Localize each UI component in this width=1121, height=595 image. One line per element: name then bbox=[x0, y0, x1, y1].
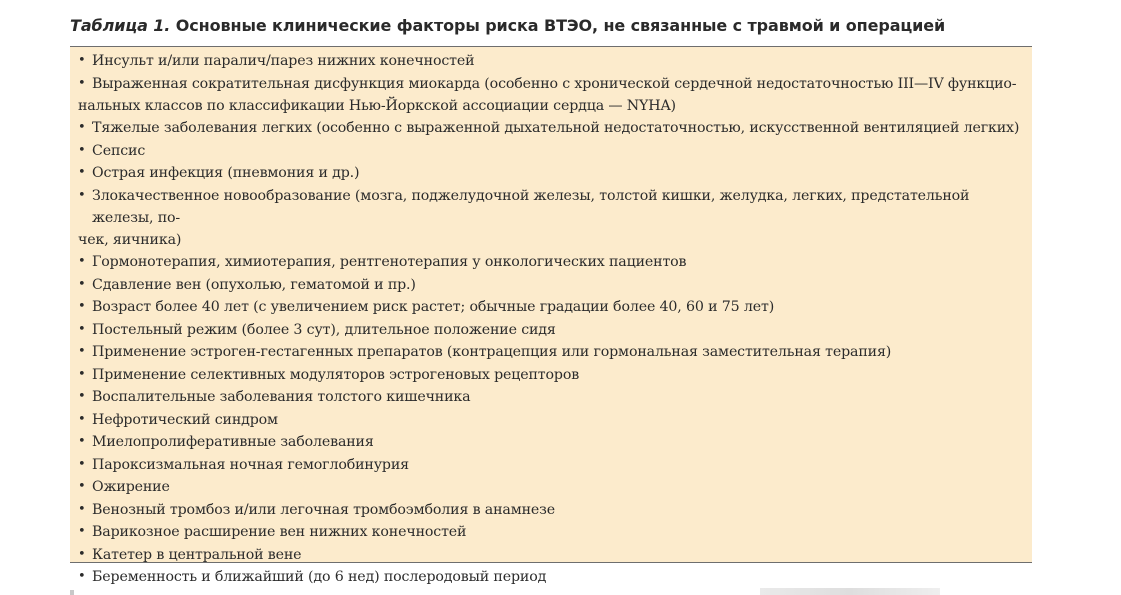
bullet-icon: • bbox=[78, 434, 86, 449]
bullet-icon: • bbox=[78, 546, 86, 562]
risk-factor-text: Воспалительные заболевания толстого кишечника bbox=[92, 389, 471, 405]
bullet-icon: • bbox=[78, 276, 86, 292]
bullet-icon: • bbox=[78, 456, 86, 472]
risk-factor-text: Выраженная сократительная дисфункция миокарда (особенно с хронической сердечной недостаточностью III—IV функцио- bbox=[92, 75, 1017, 92]
risk-factor-text: Применение селективных модуляторов эстрогеновых рецепторов bbox=[92, 366, 580, 383]
risk-factor-item bbox=[78, 319, 1024, 342]
risk-factor-item bbox=[78, 476, 1024, 499]
bullet-icon: • bbox=[78, 524, 86, 539]
bullet-icon: • bbox=[78, 53, 86, 68]
risk-factor-item bbox=[78, 251, 1024, 274]
risk-factors-table bbox=[70, 46, 1032, 585]
risk-factor-item bbox=[78, 185, 1024, 252]
risk-factor-text: Миелопролиферативные заболевания bbox=[92, 434, 374, 450]
risk-factor-item bbox=[78, 499, 1024, 522]
risk-factor-item bbox=[78, 544, 1024, 567]
bullet-icon: • bbox=[78, 75, 86, 91]
risk-factor-item bbox=[78, 566, 1024, 589]
risk-factor-text: Злокачественное новообразование (мозга, поджелудочной железы, толстой кишки, желудка, легких, предстательной железы, по- bbox=[92, 187, 970, 226]
risk-factor-item bbox=[78, 117, 1024, 140]
table-number-label: Таблица 1. bbox=[70, 16, 171, 35]
risk-factor-text: Острая инфекция (пневмония и др.) bbox=[92, 165, 360, 181]
risk-factor-text: Пароксизмальная ночная гемоглобинурия bbox=[92, 456, 409, 473]
bullet-icon: • bbox=[78, 321, 86, 337]
risk-factor-item bbox=[78, 521, 1024, 544]
risk-factor-item bbox=[78, 73, 1024, 118]
risk-factor-item bbox=[78, 409, 1024, 432]
bullet-icon: • bbox=[78, 344, 86, 359]
risk-factor-text: Беременность и ближайший (до 6 нед) послеродовый период bbox=[92, 569, 547, 585]
bullet-icon: • bbox=[78, 366, 86, 382]
risk-factor-text: Гормонотерапия, химиотерапия, рентгенотерапия у онкологических пациентов bbox=[92, 254, 687, 270]
risk-factor-text: Сепсис bbox=[92, 142, 146, 159]
risk-factor-text-continuation: чек, яичника) bbox=[78, 231, 182, 248]
bullet-icon: • bbox=[78, 501, 86, 517]
bullet-icon: • bbox=[78, 165, 86, 180]
risk-factor-text: Постельный режим (более 3 сут), длительное положение сидя bbox=[92, 321, 556, 338]
risk-factor-item bbox=[78, 140, 1024, 163]
bullet-icon: • bbox=[78, 479, 86, 494]
risk-factor-item bbox=[78, 364, 1024, 387]
bullet-icon: • bbox=[78, 120, 86, 135]
bullet-icon: • bbox=[78, 142, 86, 158]
bullet-icon: • bbox=[78, 389, 86, 404]
risk-factor-item bbox=[78, 431, 1024, 454]
table-title-text: Основные клинические факторы риска ВТЭО, не связанные с травмой и операцией bbox=[170, 16, 946, 35]
risk-factors-list bbox=[78, 50, 1024, 589]
risk-factor-item bbox=[78, 386, 1024, 409]
risk-factor-text: Венозный тромбоз и/или легочная тромбоэмболия в анамнезе bbox=[92, 501, 555, 518]
risk-factor-text-continuation: нальных классов по классификации Нью-Йоркской ассоциации сердца — NYHA) bbox=[78, 97, 676, 114]
bullet-icon: • bbox=[78, 187, 86, 203]
risk-factor-item bbox=[78, 341, 1024, 364]
risk-factor-text: Сдавление вен (опухолью, гематомой и пр.) bbox=[92, 276, 416, 293]
risk-factor-text: Применение эстроген-гестагенных препаратов (контрацепция или гормональная заместительная терапия) bbox=[92, 344, 892, 360]
risk-factor-text: Возраст более 40 лет (с увеличением риск растет; обычные градации более 40, 60 и 75 лет) bbox=[92, 299, 775, 315]
risk-factor-item bbox=[78, 296, 1024, 319]
risk-factor-item bbox=[78, 50, 1024, 73]
bullet-icon: • bbox=[78, 411, 86, 427]
risk-factor-text: Варикозное расширение вен нижних конечностей bbox=[92, 524, 467, 540]
page-edge-artifact bbox=[70, 590, 74, 595]
bullet-icon: • bbox=[78, 299, 86, 314]
risk-factor-text: Инсульт и/или паралич/парез нижних конечностей bbox=[92, 53, 475, 69]
risk-factor-item bbox=[78, 274, 1024, 297]
bullet-icon: • bbox=[78, 254, 86, 269]
page-footer-artifact bbox=[760, 588, 940, 595]
risk-factor-text: Ожирение bbox=[92, 479, 170, 495]
risk-factor-text: Катетер в центральной вене bbox=[92, 546, 302, 563]
risk-factor-text: Тяжелые заболевания легких (особенно с выраженной дыхательной недостаточностью, искусственной вентиляцией легких) bbox=[92, 120, 1020, 136]
risk-factor-text: Нефротический синдром bbox=[92, 411, 278, 428]
bullet-icon: • bbox=[78, 569, 86, 584]
risk-factor-item bbox=[78, 454, 1024, 477]
table-title bbox=[70, 16, 1040, 35]
risk-factor-item bbox=[78, 162, 1024, 185]
